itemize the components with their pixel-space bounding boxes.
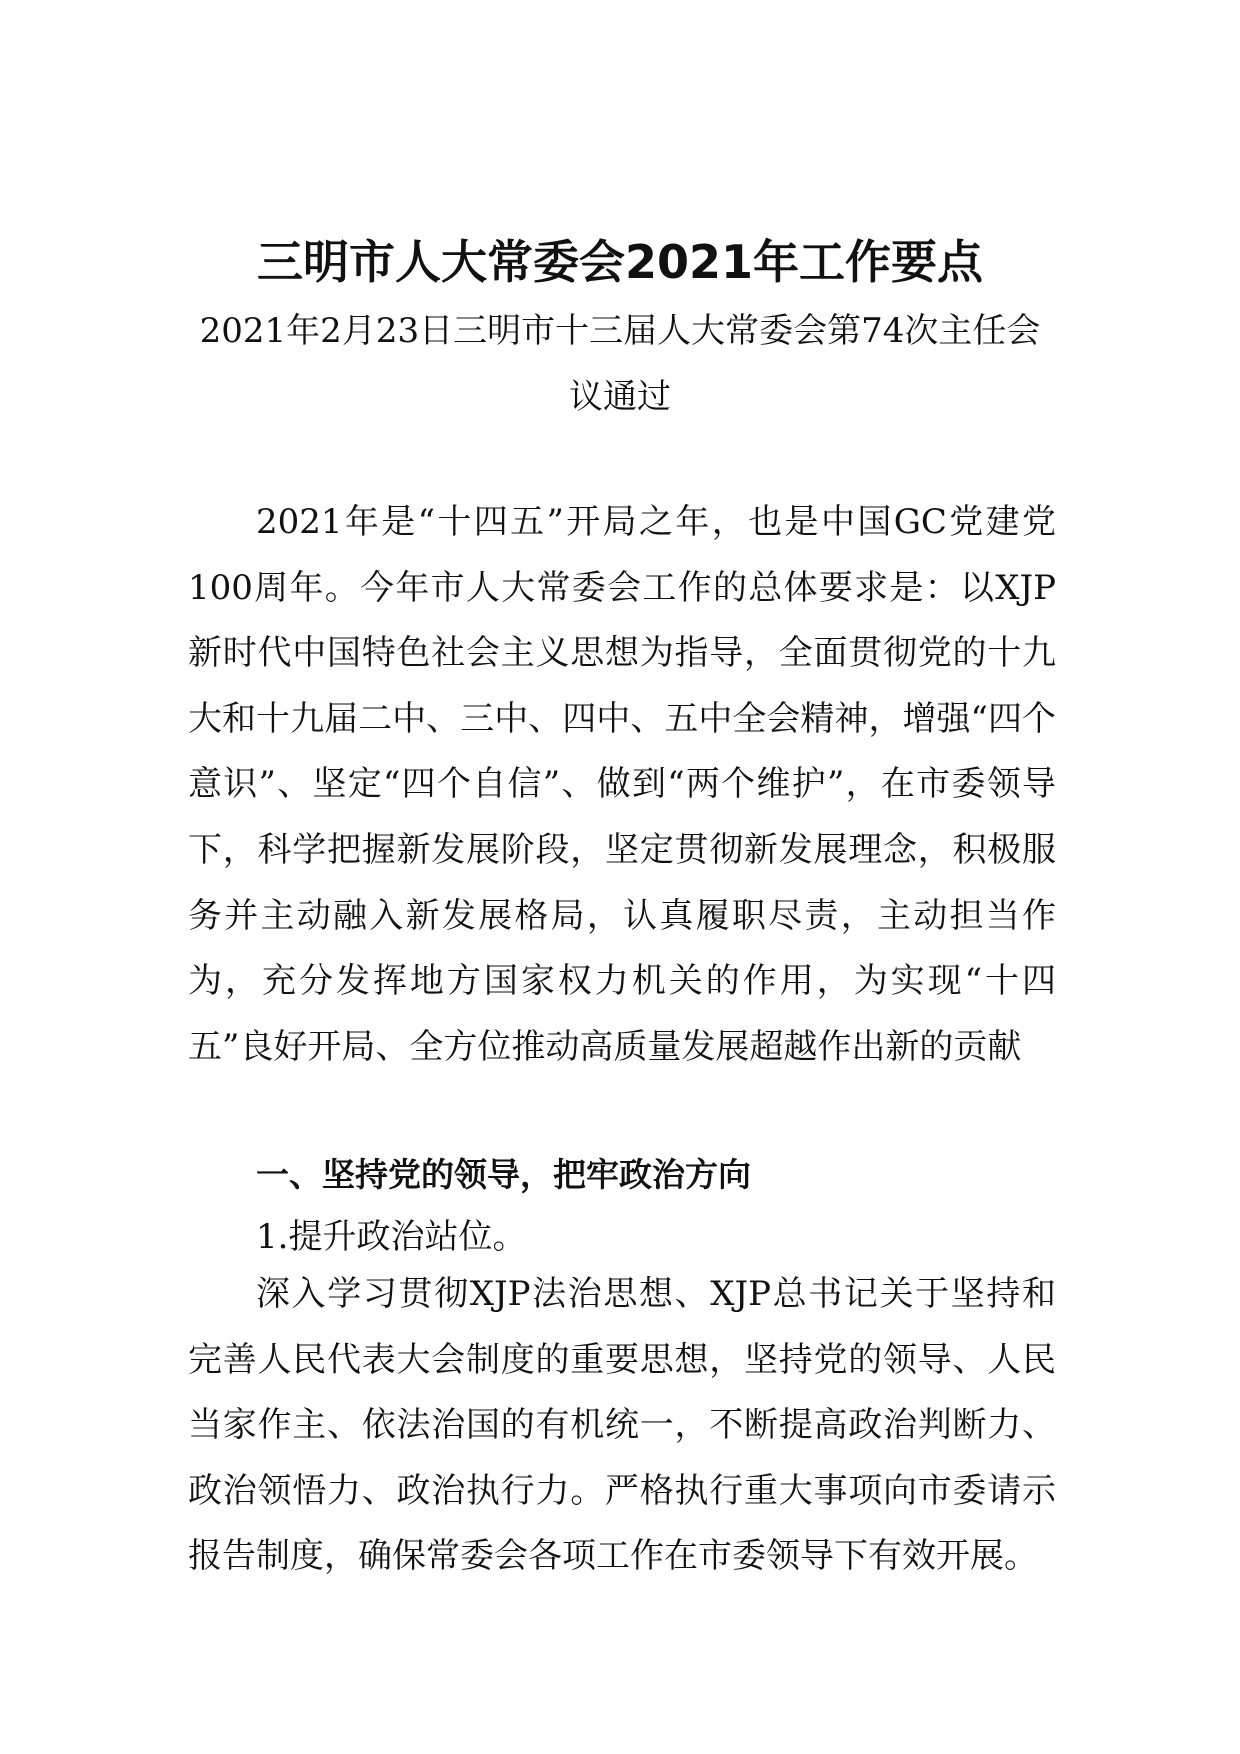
item-title-1: 1.提升政治站位。 xyxy=(256,1217,527,1257)
document-title: 三明市人大常委会2021年工作要点 xyxy=(256,235,984,289)
document-subtitle: 2021年2月23日三明市十三届人大常委会第74次主任会议通过 xyxy=(199,311,1041,417)
section-heading-1: 一、坚持党的领导，把牢政治方向 xyxy=(256,1155,751,1194)
intro-paragraph: 2021年是“十四五”开局之年，也是中国GC党建党100周年。今年市人大常委会工作的总体要求是：以XJP新时代中国特色社会主义思想为指导，全面贯彻党的十九大和十九届二中、三中、四中、五中全会精神，增强“四个意识”、坚定“四个自信”、做到“两个维护”，在市委领导下，科学把握新发展阶段，坚定贯彻新发展理念，积极服务并主动融入新发展格局，认真履职尽责，主动担当作为，充分发挥地方国家权力机关的作用，为实现“十四五”良好开局、全方位推动高质量发展超越作出新的贡献 xyxy=(188,502,1056,1067)
item-body-1: 深入学习贯彻XJP法治思想、XJP总书记关于坚持和完善人民代表大会制度的重要思想，坚持党的领导、人民当家作主、依法治国的有机统一，不断提高政治判断力、政治领悟力、政治执行力。严格执行重大事项向市委请示报告制度，确保常委会各项工作在市委领导下有效开展。 xyxy=(188,1274,1056,1577)
